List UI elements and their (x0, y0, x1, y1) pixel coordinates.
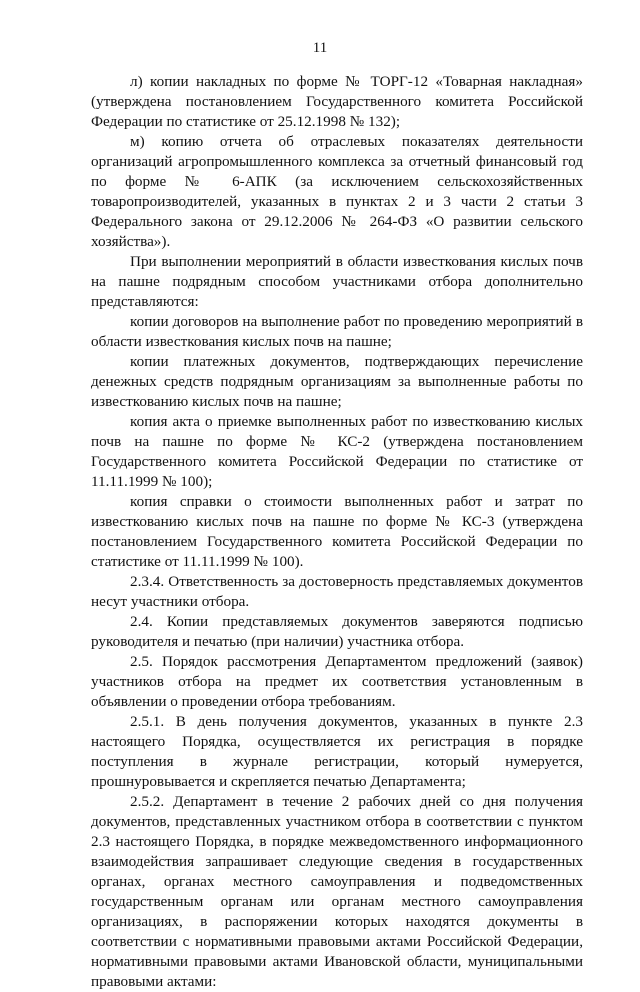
paragraph-item-m: м) копию отчета об отраслевых показателях деятельности организаций агропромышленного комплекса за отчетный финансовый год по форме № 6-АПК (за исключением сельскохозяйственных товаропроизводителей, указанных в пунктах 2 и 3 части 2 статьи 3 Федерального закона от 29.12.2006 № 264-ФЗ «О развитии сельского хозяйства»). (91, 133, 583, 250)
paragraph-item-l: л) копии накладных по форме № ТОРГ-12 «Товарная накладная» (утверждена постановлением Государственного комитета Российской Федерации по статистике от 25.12.1998 № 132); (91, 73, 583, 130)
paragraph-2-4: 2.4. Копии представляемых документов заверяются подписью руководителя и печатью (при наличии) участника отбора. (91, 613, 583, 650)
paragraph-payment-docs: копии платежных документов, подтверждающих перечисление денежных средств подрядным организациям за выполненные работы по известкованию кислых почв на пашне; (91, 353, 583, 410)
paragraph-contracts: копии договоров на выполнение работ по проведению мероприятий в области известкования кислых почв на пашне; (91, 313, 583, 350)
document-body (91, 72, 583, 992)
paragraph-liming-intro: При выполнении мероприятий в области известкования кислых почв на пашне подрядным способом участниками отбора дополнительно представляются: (91, 253, 583, 310)
paragraph-2-5-1: 2.5.1. В день получения документов, указанных в пункте 2.3 настоящего Порядка, осуществляется их регистрация в порядке поступления в журнале регистрации, который нумеруется, прошнуровывается и скрепляется печатью Департамента; (91, 713, 583, 790)
paragraph-2-5-2: 2.5.2. Департамент в течение 2 рабочих дней со дня получения документов, представленных участником отбора в соответствии с пунктом 2.3 настоящего Порядка, в порядке межведомственного информационного взаимодействия запрашивает следующие сведения в государственных органах, органах местного самоуправления и подведомственных государственным органам или органам местного самоуправления организациях, в распоряжении которых находятся документы в соответствии с нормативными правовыми актами Российской Федерации, нормативными правовыми актами Ивановской области, муниципальными правовыми актами: (91, 793, 583, 990)
paragraph-ks3-certificate: копия справки о стоимости выполненных работ и затрат по известкованию кислых почв на пашне по форме № КС-3 (утверждена постановлением Государственного комитета Российской Федерации по статистике от 11.11.1999 № 100). (91, 493, 583, 570)
paragraph-2-5: 2.5. Порядок рассмотрения Департаментом предложений (заявок) участников отбора на предмет их соответствия установленным в объявлении о проведении отбора требованиям. (91, 653, 583, 710)
page-number: 11 (312, 40, 328, 56)
paragraph-ks2-act: копия акта о приемке выполненных работ по известкованию кислых почв на пашне по форме № КС-2 (утверждена постановлением Государственного комитета Российской Федерации по статистике от 11.11.1999 № 100); (91, 413, 583, 490)
paragraph-2-3-4: 2.3.4. Ответственность за достоверность представляемых документов несут участники отбора. (91, 573, 583, 610)
